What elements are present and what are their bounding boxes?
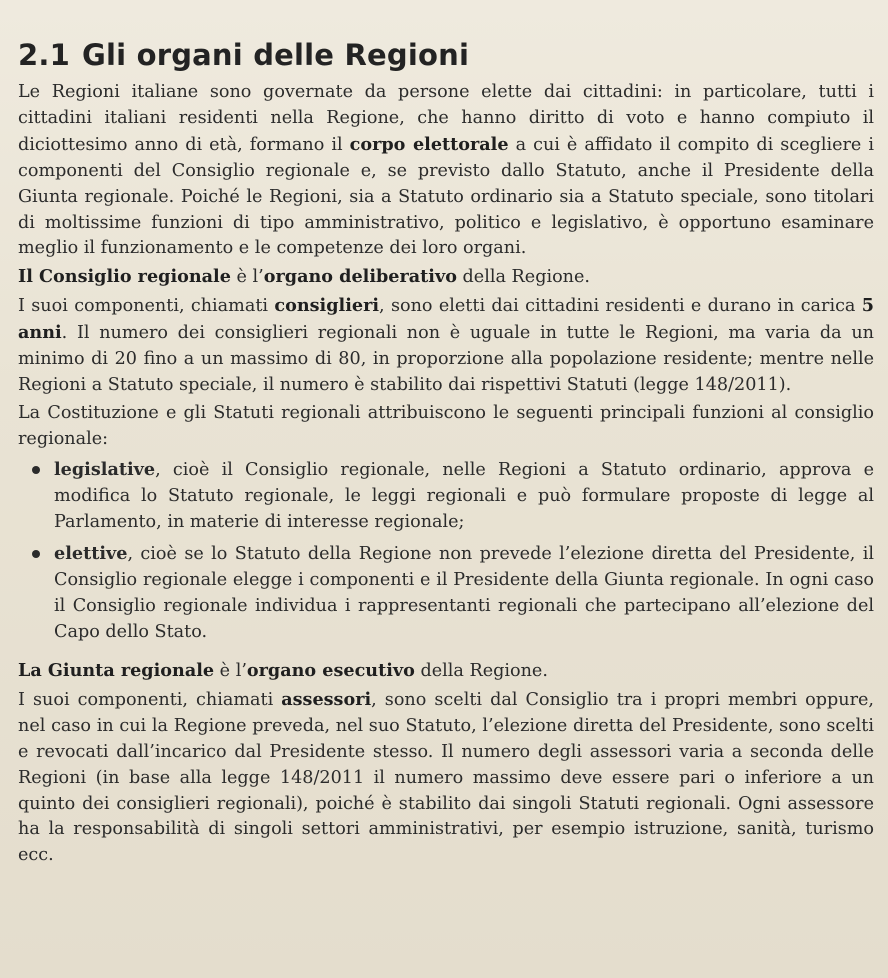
consiglieri-text-1: I suoi componenti, chiamati: [18, 296, 275, 317]
intro-text: Le Regioni italiane sono governate da persone elette dai cittadini: in particolare, tutti i cittadini italiani residenti nella Regione, che hanno diritto di voto e hanno compiuto il diciottesimo anno di età, formano il: [18, 82, 874, 155]
consiglieri-text-2: , sono eletti dai cittadini residenti e durano in carica: [379, 296, 862, 317]
term-giunta-regionale: La Giunta regionale: [18, 660, 215, 682]
functions-list: [18, 457, 874, 646]
section-number: 2.1: [18, 38, 70, 72]
functions-intro-paragraph: La Costituzione e gli Statuti regionali attribuiscono le seguenti principali funzioni al consiglio regionale:: [18, 402, 874, 449]
intro-paragraph: [18, 80, 874, 262]
consiglio-definition: [18, 264, 874, 291]
consiglieri-text-3: . Il numero dei consiglieri regionali non è uguale in tutte le Regioni, ma varia da un minimo di 20 fino a un massimo di 80, in proporzione alla popolazione residente; mentre nelle Regioni a Statuto speciale, il numero è stabilito dai rispettivi Statuti (legge 148/2011).: [18, 323, 874, 395]
assessori-paragraph: [18, 687, 874, 869]
term-consiglieri: consiglieri: [274, 295, 380, 317]
giunta-def-text-2: della Regione.: [414, 661, 548, 682]
assessori-text-1: I suoi componenti, chiamati: [18, 689, 282, 710]
section-title: Gli organi delle Regioni: [81, 38, 470, 72]
legislative-text: , cioè il Consiglio regionale, nelle Regioni a Statuto ordinario, approva e modifica lo Statuto regionale, le leggi regionali e può formulare proposte di legge al Parlamento, in materie di interesse regionale;: [54, 459, 874, 532]
consiglio-def-text-2: della Regione.: [456, 267, 591, 288]
term-legislative: legislative: [54, 458, 156, 480]
list-item: [54, 541, 874, 646]
list-item: [54, 457, 874, 536]
term-organo-esecutivo: organo esecutivo: [246, 660, 415, 682]
term-elettive: elettive: [54, 543, 128, 565]
assessori-text-2: , sono scelti dal Consiglio tra i propri membri oppure, nel caso in cui la Regione preveda, nel suo Statuto, l’elezione diretta del Presidente, sono scelti e revocati dall’incarico dal Presidente stesso. Il numero degli assessori varia a seconda delle Regioni (in base alla legge 148/2011 il numero massimo deve essere pari o inferiore a un quinto dei consiglieri regionali), poiché è stabilito dai singoli Statuti regionali. Ogni assessore ha la responsabilità di singoli settori amministrativi, per esempio istruzione, sanità, turismo ecc.: [18, 689, 874, 866]
term-organo-deliberativo: organo deliberativo: [263, 266, 457, 288]
giunta-def-text: è l’: [214, 661, 247, 682]
term-corpo-elettorale: corpo elettorale: [349, 133, 509, 155]
section-heading: [18, 38, 874, 72]
intro-text-2: a cui è affidato il compito di scegliere i componenti del Consiglio regionale e, se previsto dallo Statuto, anche il Presidente della Giunta regionale. Poiché le Regioni, sia a Statuto ordinario sia a Statuto speciale, sono titolari di moltissime funzioni di tipo amministrativo, politico e legislativo, è opportuno esaminare meglio il funzionamento e le competenze dei loro organi.: [18, 134, 874, 259]
term-5-anni: 5 anni: [18, 295, 875, 344]
consiglieri-paragraph: [18, 293, 874, 399]
term-consiglio-regionale: Il Consiglio regionale: [18, 266, 231, 288]
term-assessori: assessori: [281, 688, 372, 710]
giunta-definition: [18, 658, 874, 685]
consiglio-def-text: è l’: [230, 267, 264, 288]
elettive-text: , cioè se lo Statuto della Regione non prevede l’elezione diretta del Presidente, il Consiglio regionale elegge i componenti e il Presidente della Giunta regionale. In ogni caso il Consiglio regionale individua i rappresentanti regionali che partecipano all’elezione del Capo dello Stato.: [54, 544, 874, 643]
